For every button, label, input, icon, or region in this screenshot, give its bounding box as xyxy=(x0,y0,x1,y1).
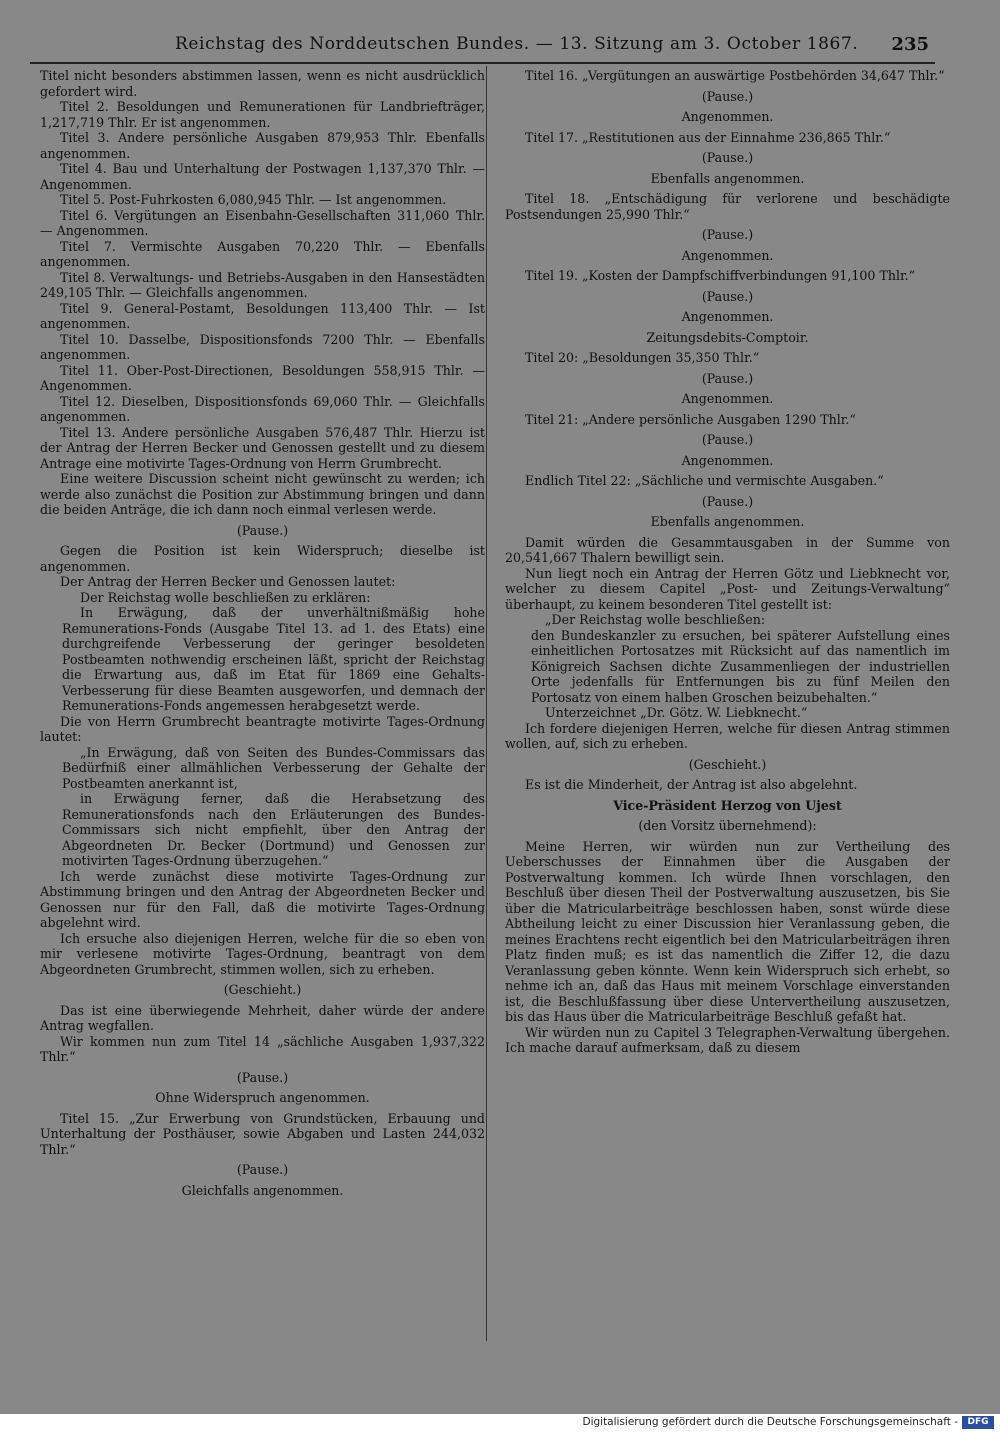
centered-line: (Geschieht.) xyxy=(688,756,767,772)
paragraph: Unterzeichnet „Dr. Götz. W. Liebknecht.“ xyxy=(545,705,808,720)
centered-line: Gleichfalls angenommen. xyxy=(181,1182,344,1198)
paragraph: Titel nicht besonders abstimmen lassen, wenn es nicht ausdrücklich gefordert wird. xyxy=(40,68,485,99)
centered-line: (Pause.) xyxy=(236,522,289,538)
paragraph: Titel 6. Vergütungen an Eisenbahn-Gesellschaften 311,060 Thlr. — Angenommen. xyxy=(40,207,485,238)
paragraph: Meine Herren, wir würden nun zur Vertheilung des Ueberschusses der Einnahmen über die Ausgaben der Postverwaltung kommen. Ich würde Ihnen vorschlagen, den Beschluß über diesen Theil der Postverwaltung auszusetzen, bis Sie über die Matricularbeiträge beschlossen haben, sonst würde diese Abtheilung leicht zu einer Discussion hier Veranlassung geben, die meines Erachtens recht eigentlich bei den Matricularbeiträgen ihren Platz finden muß; es ist das namentlich die Ziffer 12, die dazu Veranlassung geben könnte. Wenn kein Widerspruch sich erhebt, so nehme ich an, daß das Haus mit meinem Vorschlage einverstanden ist, die Beschlußfassung über diese Untervertheilung auszusetzen, bis das Haus über die Matricularbeiträge Beschluß gefaßt hat. xyxy=(505,838,950,1024)
paragraph: Titel 8. Verwaltungs- und Betriebs-Ausgaben in den Hansestädten 249,105 Thlr. — Gleichfalls angenommen. xyxy=(40,269,485,300)
paragraph: Die von Herrn Grumbrecht beantragte motivirte Tages-Ordnung lautet: xyxy=(40,713,485,744)
paragraph: Ich ersuche also diejenigen Herren, welche für die so eben von mir verlesene motivirte Tages-Ordnung, beantragt von dem Abgeordneten Grumbrecht, stimmen wollen, sich zu erheben. xyxy=(40,930,485,977)
paragraph: Titel 3. Andere persönliche Ausgaben 879,953 Thlr. Ebenfalls angenommen. xyxy=(40,130,485,161)
centered-line: Angenommen. xyxy=(681,309,774,324)
paragraph: Titel 19. „Kosten der Dampfschiffverbindungen 91,100 Thlr.“ xyxy=(525,268,916,283)
paragraph: den Bundeskanzler zu ersuchen, bei späterer Aufstellung eines einheitlichen Portosatzes mit Rücksicht auf das namentlich im Königreich Sachsen dichte Zusammenliegen der industriellen Orte jedenfalls für Entfernungen bis zu fünf Meilen den Portosatz von einem halben Groschen beizubehalten.“ xyxy=(531,627,950,705)
paragraph: Titel 10. Dasselbe, Dispositionsfonds 7200 Thlr. — Ebenfalls angenommen. xyxy=(40,331,485,362)
centered-line: (Pause.) xyxy=(236,1162,289,1177)
centered-line: Zeitungsdebits-Comptoir. xyxy=(646,329,809,345)
centered-line: (Pause.) xyxy=(701,288,754,304)
centered-line: Ohne Widerspruch angenommen. xyxy=(155,1090,370,1105)
paragraph: Ich werde zunächst diese motivirte Tages-Ordnung zur Abstimmung bringen und den Antrag der Abgeordneten Becker und Genossen nur für den Fall, daß die motivirte Tages-Ordnung abgelehnt wird. xyxy=(40,868,485,930)
paragraph: Titel 15. „Zur Erwerbung von Grundstücken, Erbauung und Unterhaltung der Posthäuser, sowie Abgaben und Lasten 244,032 Thlr.“ xyxy=(40,1110,485,1157)
centered-line: (Pause.) xyxy=(701,493,754,509)
paragraph: Titel 5. Post-Fuhrkosten 6,080,945 Thlr. — Ist angenommen. xyxy=(60,192,447,207)
column-divider xyxy=(486,66,487,1341)
right-column xyxy=(505,68,950,1340)
paragraph: „In Erwägung, daß von Seiten des Bundes-Commissars das Bedürfniß einer allmählichen Verbesserung der Gehalte der Postbeamten anerkannt ist, xyxy=(62,744,485,791)
paragraph: Wir würden nun zu Capitel 3 Telegraphen-Verwaltung übergehen. Ich mache darauf aufmerksam, daß zu diesem xyxy=(505,1024,950,1055)
paragraph: Titel 12. Dieselben, Dispositionsfonds 69,060 Thlr. — Gleichfalls angenommen. xyxy=(40,393,485,424)
paragraph: Titel 9. General-Postamt, Besoldungen 113,400 Thlr. — Ist angenommen. xyxy=(40,300,485,331)
footer-bar xyxy=(0,1414,1000,1432)
centered-line: Vice-Präsident Herzog von Ujest xyxy=(613,797,842,813)
paragraph: Titel 4. Bau und Unterhaltung der Postwagen 1,137,370 Thlr. — Angenommen. xyxy=(40,161,485,192)
centered-line: (Pause.) xyxy=(701,88,754,104)
centered-line: Angenommen. xyxy=(681,247,774,263)
page-header xyxy=(30,32,935,64)
paragraph: Titel 7. Vermischte Ausgaben 70,220 Thlr. — Ebenfalls angenommen. xyxy=(40,238,485,269)
paragraph: Titel 21: „Andere persönliche Ausgaben 1290 Thlr.“ xyxy=(525,411,856,427)
centered-line: (Pause.) xyxy=(701,432,754,447)
paragraph: in Erwägung ferner, daß die Herabsetzung des Remunerationsfonds nach den Erläuterungen des Bundes-Commissars sich nicht empfiehlt, über den Antrag der Abgeordneten Dr. Becker (Dortmund) und Genossen zur motivirten Tages-Ordnung überzugehen.“ xyxy=(62,791,485,868)
paragraph: Titel 13. Andere persönliche Ausgaben 576,487 Thlr. Hierzu ist der Antrag der Herren Becker und Genossen gestellt und zu diesem Antrage eine motivirte Tages-Ordnung von Herrn Grumbrecht. xyxy=(40,424,485,471)
centered-line: Ebenfalls angenommen. xyxy=(650,514,805,529)
paragraph: Wir kommen nun zum Titel 14 „sächliche Ausgaben 1,937,322 Thlr.“ xyxy=(40,1033,485,1064)
centered-line: (Pause.) xyxy=(701,227,754,242)
paragraph: Titel 2. Besoldungen und Remunerationen für Landbriefträger, 1,217,719 Thlr. Er ist angenommen. xyxy=(40,99,485,130)
paragraph: Damit würden die Gesammtausgaben in der Summe von 20,541,667 Thalern bewilligt sein. xyxy=(505,534,950,565)
centered-line: (den Vorsitz übernehmend): xyxy=(638,818,817,833)
paragraph: Titel 18. „Entschädigung für verlorene und beschädigte Postsendungen 25,990 Thlr.“ xyxy=(505,191,950,222)
paragraph: Das ist eine überwiegende Mehrheit, daher würde der andere Antrag wegfallen. xyxy=(40,1002,485,1033)
footer-text: Digitalisierung gefördert durch die Deutsche Forschungsgemeinschaft - xyxy=(582,1416,958,1428)
centered-line: Angenommen. xyxy=(681,452,774,468)
paragraph: Titel 20: „Besoldungen 35,350 Thlr.“ xyxy=(525,350,760,365)
paragraph: Der Reichstag wolle beschließen zu erklären: xyxy=(80,589,371,605)
paragraph: Ich fordere diejenigen Herren, welche für diesen Antrag stimmen wollen, auf, sich zu erheben. xyxy=(505,720,950,751)
paragraph: Nun liegt noch ein Antrag der Herren Götz und Liebknecht vor, welcher zu diesem Capitel „Post- und Zeitungs-Verwaltung“ überhaupt, zu keinem besonderen Titel gestellt ist: xyxy=(505,565,950,612)
dfg-logo: DFG xyxy=(962,1416,994,1429)
paragraph: Endlich Titel 22: „Sächliche und vermischte Ausgaben.“ xyxy=(525,473,884,488)
paragraph: Titel 11. Ober-Post-Directionen, Besoldungen 558,915 Thlr. — Angenommen. xyxy=(40,362,485,393)
paragraph: Der Antrag der Herren Becker und Genossen lautet: xyxy=(60,574,396,589)
paragraph: Gegen die Position ist kein Widerspruch; dieselbe ist angenommen. xyxy=(40,543,485,574)
centered-line: (Geschieht.) xyxy=(223,982,302,997)
paragraph: Eine weitere Discussion scheint nicht gewünscht zu werden; ich werde also zunächst die Position zur Abstimmung bringen und dann die beiden Anträge, die ich dann noch einmal verlesen werde. xyxy=(40,471,485,517)
running-title: Reichstag des Norddeutschen Bundes. — 13. Sitzung am 3. October 1867. xyxy=(175,34,859,54)
centered-line: Angenommen. xyxy=(681,391,774,406)
centered-line: Ebenfalls angenommen. xyxy=(650,170,805,186)
page-number: 235 xyxy=(891,34,929,55)
centered-line: (Pause.) xyxy=(236,1069,289,1085)
paragraph: Titel 17. „Restitutionen aus der Einnahme 236,865 Thlr.“ xyxy=(525,129,891,145)
paragraph: Es ist die Minderheit, der Antrag ist also abgelehnt. xyxy=(525,777,858,792)
paragraph: „Der Reichstag wolle beschließen: xyxy=(545,612,766,627)
left-column xyxy=(40,68,485,1340)
centered-line: (Pause.) xyxy=(701,150,754,165)
centered-line: Angenommen. xyxy=(681,109,774,124)
centered-line: (Pause.) xyxy=(701,370,754,386)
paragraph: In Erwägung, daß der unverhältnißmäßig hohe Remunerations-Fonds (Ausgabe Titel 13. ad 1. des Etats) eine durchgreifende Verbesserung der geringer besoldeten Postbeamten nothwendig erscheinen läßt, spricht der Reichstag die Erwartung aus, daß im Etat für 1869 eine Gehalts-Verbesserung für diese Beamten ausgeworfen, und demnach der Remunerations-Fonds angemessen herabgesetzt werde. xyxy=(62,605,485,713)
paragraph: Titel 16. „Vergütungen an auswärtige Postbehörden 34,647 Thlr.“ xyxy=(525,68,945,83)
